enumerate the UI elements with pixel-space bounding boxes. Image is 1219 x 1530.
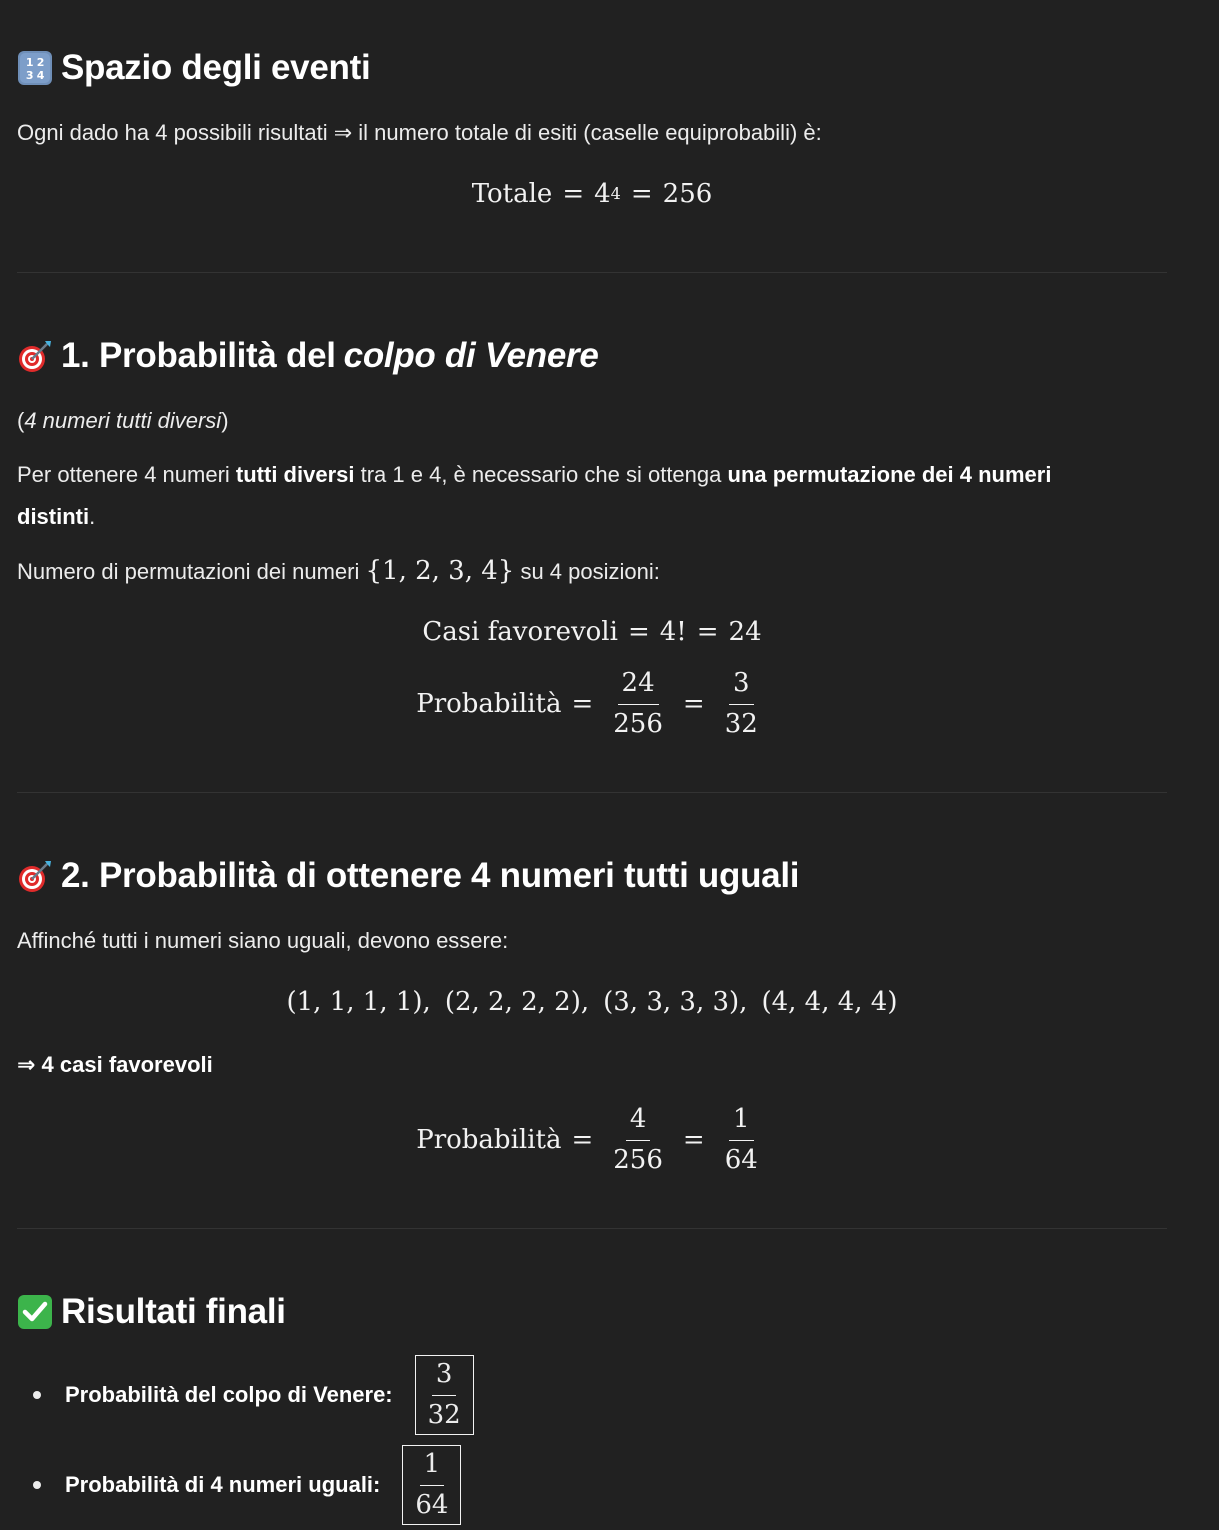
bold-run: tutti diversi [235, 462, 355, 487]
formula-probabilita-uguali [17, 1100, 1167, 1180]
fraction [721, 667, 762, 742]
heading-spazio-eventi [17, 48, 370, 88]
numerator: 24 [618, 667, 659, 705]
dart-target-icon [17, 858, 53, 894]
fraction [721, 1103, 762, 1178]
paragraph-spazio: Ogni dado ha 4 possibili risultati ⇒ il numero totale di esiti (caselle equiprobabili) è: [17, 120, 822, 145]
result-label: Probabilità di 4 numeri uguali: [65, 1472, 381, 1497]
divider [17, 792, 1167, 793]
denominator: 32 [427, 1399, 461, 1430]
dart-target-icon [17, 338, 53, 374]
numerator: 1 [420, 1448, 445, 1486]
tuple: (1, 1, 1, 1), [286, 987, 431, 1017]
divider [17, 1228, 1167, 1229]
denominator: 256 [613, 708, 663, 739]
bullet [33, 1391, 41, 1399]
check-mark-button-icon [17, 1294, 53, 1330]
formula-mid: 4! [659, 617, 687, 647]
text-run: Per ottenere 4 numeri [17, 462, 236, 487]
fraction [609, 667, 667, 742]
formula-result: 24 [728, 617, 762, 647]
paragraph-casi [17, 1044, 213, 1086]
fraction [609, 1103, 667, 1178]
formula-left: Casi favorevoli [422, 617, 618, 647]
formula-eq: = [627, 617, 650, 647]
denominator: 32 [724, 708, 758, 739]
formula-tuples [17, 980, 1167, 1024]
formula-eq: = [571, 689, 594, 719]
text-run: tra 1 e 4, è necessario che si ottenga [354, 462, 728, 487]
heading-text-plain: 1. Probabilità del [61, 336, 336, 375]
paren-open: ( [17, 408, 25, 433]
formula-base: 4 [594, 179, 611, 209]
bullet [33, 1481, 41, 1489]
subtitle-italic: 4 numeri tutti diversi [24, 408, 222, 433]
heading-text: Risultati finali [61, 1292, 286, 1331]
divider [17, 272, 1167, 273]
paragraph-affinche: Affinché tutti i numeri siano uguali, devono essere: [17, 928, 509, 953]
denominator: 64 [415, 1489, 449, 1520]
list-item [17, 1355, 474, 1435]
bold-run: ⇒ 4 casi favorevoli [17, 1052, 213, 1077]
formula-totale: Totale = 4 4 = 256 [471, 179, 713, 209]
bold-run: distinti [17, 504, 90, 529]
list-item [17, 1445, 461, 1525]
formula-eq2: = [682, 689, 705, 719]
boxed-result [415, 1355, 474, 1436]
result-label: Probabilità del colpo di Venere: [65, 1382, 393, 1407]
formula-left: Totale [471, 179, 553, 209]
formula-eq2: = [682, 1125, 705, 1155]
tuple: (4, 4, 4, 4) [761, 987, 898, 1017]
heading-risultati-finali [17, 1292, 286, 1332]
paragraph-subtitle [17, 400, 229, 442]
heading-text: 2. Probabilità di ottenere 4 numeri tutti uguali [61, 856, 800, 895]
svg-text:1 2: 1 2 [25, 56, 45, 69]
fraction [424, 1358, 465, 1433]
heading-numeri-uguali [17, 856, 799, 896]
formula-probabilita-venere [17, 664, 1167, 744]
math-set: {1, 2, 3, 4} [365, 556, 515, 586]
heading-text: Spazio degli eventi [61, 48, 371, 87]
fraction [411, 1448, 452, 1523]
heading-colpo-venere [17, 336, 599, 376]
denominator: 256 [613, 1144, 663, 1175]
formula-eq2: = [630, 179, 653, 209]
formula-result: 256 [662, 179, 713, 209]
tuple: (2, 2, 2, 2), [444, 987, 590, 1017]
text-run: Numero di permutazioni dei numeri [17, 559, 366, 584]
formula-eq: = [562, 179, 585, 209]
paren-close: ) [221, 408, 229, 433]
numerator: 3 [729, 667, 754, 705]
heading-text-italic: colpo di Venere [343, 336, 599, 375]
text-run: . [89, 504, 96, 529]
denominator: 64 [724, 1144, 758, 1175]
paragraph-numero-permutazioni [17, 550, 660, 593]
bold-run: una permutazione dei 4 numeri [727, 462, 1052, 487]
formula-casi-favorevoli [17, 610, 1167, 654]
formula-eq: = [571, 1125, 594, 1155]
numerator: 4 [626, 1103, 651, 1141]
tuple: (3, 3, 3, 3), [603, 987, 748, 1017]
boxed-result [402, 1445, 461, 1526]
formula-left: Probabilità [416, 689, 562, 719]
formula-left: Probabilità [416, 1125, 562, 1155]
paragraph-permutazione [17, 454, 1167, 538]
text-run: su 4 posizioni: [514, 559, 660, 584]
formula-eq2: = [696, 617, 719, 647]
keycap-1234-icon [17, 50, 53, 86]
svg-text:3 4: 3 4 [25, 69, 45, 82]
numerator: 1 [729, 1103, 754, 1141]
numerator: 3 [432, 1358, 457, 1396]
